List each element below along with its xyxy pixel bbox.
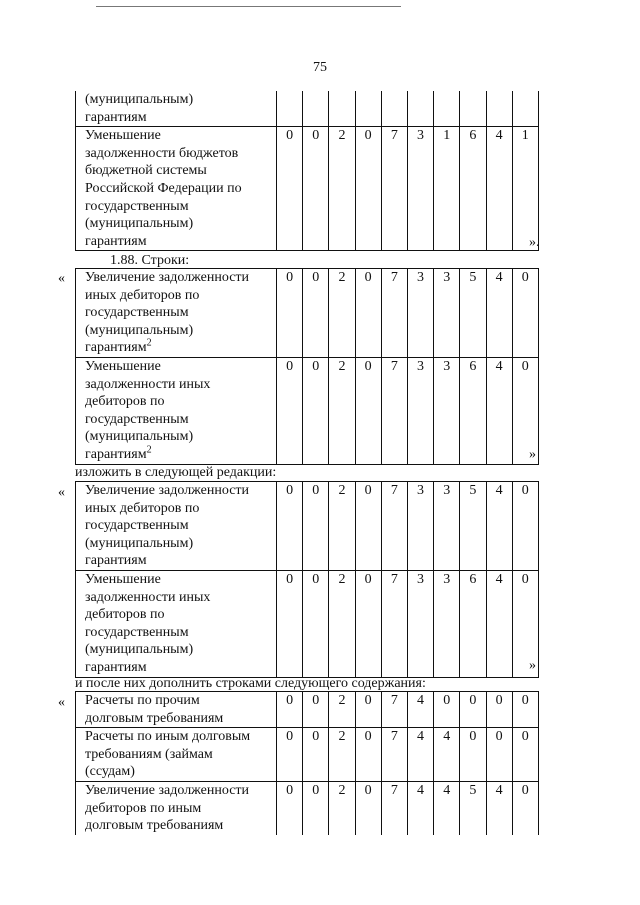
code-digit: 3	[407, 269, 433, 358]
row-label	[76, 570, 277, 677]
code-digit: 2	[329, 482, 355, 571]
code-digit: 0	[277, 357, 303, 464]
label-line: гарантиям	[85, 659, 147, 675]
code-digit: 6	[460, 127, 486, 251]
code-digit: 3	[434, 570, 460, 677]
code-digit: 0	[355, 728, 381, 782]
table-block-d	[75, 691, 539, 835]
label-line: (муниципальным)	[85, 322, 194, 338]
code-digit: 0	[512, 482, 538, 571]
code-digit: 4	[407, 781, 433, 834]
code-digit: 4	[486, 269, 512, 358]
label-line: государственным	[85, 305, 189, 321]
table-row	[76, 357, 539, 464]
code-digit: 5	[460, 482, 486, 571]
label-line: задолженности иных	[85, 376, 211, 392]
code-digit: 3	[434, 482, 460, 571]
label-line	[85, 339, 273, 357]
table-row	[76, 781, 539, 834]
table-row	[76, 269, 539, 358]
code-digit: 0	[355, 269, 381, 358]
label-line: государственным	[85, 518, 189, 534]
label-line: Уменьшение	[85, 358, 161, 374]
code-digit: 3	[407, 482, 433, 571]
code-digit: 7	[381, 357, 407, 464]
code-cell	[460, 91, 486, 127]
instruction-caption: изложить в следующей редакции:	[75, 465, 277, 480]
code-digit: 2	[329, 728, 355, 782]
code-digit: 0	[355, 570, 381, 677]
label-line: (муниципальным)	[85, 92, 194, 107]
label-line: задолженности бюджетов	[85, 145, 239, 161]
label-line: долговым требованиям	[85, 818, 224, 834]
label-line: иных дебиторов по	[85, 287, 200, 303]
label-line: требованиям (займам	[85, 746, 213, 762]
code-digit: 4	[486, 482, 512, 571]
label-line	[85, 446, 273, 464]
code-digit: 0	[355, 781, 381, 834]
code-digit: 0	[303, 127, 329, 251]
closing-quote-mark: »	[529, 658, 536, 673]
code-digit: 0	[434, 692, 460, 728]
table-row-intro	[76, 91, 539, 127]
code-digit: 0	[512, 269, 538, 358]
label-line: гарантиям	[85, 553, 147, 569]
code-digit: 0	[277, 482, 303, 571]
table-row	[76, 482, 539, 571]
code-cell	[277, 91, 303, 127]
label-line: Увеличение задолженности	[85, 483, 250, 498]
row-label	[76, 127, 277, 251]
code-digit: 4	[486, 781, 512, 834]
label-line: дебиторов по иным	[85, 800, 202, 816]
code-digit: 4	[486, 357, 512, 464]
label-line: государственным	[85, 411, 189, 427]
code-digit: 7	[381, 781, 407, 834]
code-digit: 0	[355, 692, 381, 728]
code-digit: 7	[381, 269, 407, 358]
code-digit: 2	[329, 357, 355, 464]
code-digit: 3	[407, 357, 433, 464]
label-line: задолженности иных	[85, 589, 211, 605]
code-cell	[407, 91, 433, 127]
code-digit: 2	[329, 781, 355, 834]
label-line-text: гарантиям	[85, 446, 147, 462]
code-digit: 0	[277, 781, 303, 834]
label-line: долговым требованиям	[85, 710, 224, 726]
code-digit: 2	[329, 570, 355, 677]
table-row	[76, 692, 539, 728]
code-digit: 0	[303, 781, 329, 834]
label-line: дебиторов по	[85, 607, 165, 623]
table-block-c	[75, 481, 539, 678]
code-cell	[381, 91, 407, 127]
row-label	[76, 781, 277, 834]
code-cell	[329, 91, 355, 127]
code-digit: 0	[355, 127, 381, 251]
code-cell	[355, 91, 381, 127]
row-label	[76, 728, 277, 782]
row-label	[76, 269, 277, 358]
label-line: Уменьшение	[85, 571, 161, 587]
code-digit: 0	[277, 570, 303, 677]
code-digit: 7	[381, 127, 407, 251]
code-digit: 3	[434, 357, 460, 464]
code-digit: 3	[407, 127, 433, 251]
label-line: (ссудам)	[85, 764, 135, 780]
code-digit: 0	[512, 781, 538, 834]
label-line: (муниципальным)	[85, 535, 194, 551]
label-line: (муниципальным)	[85, 216, 194, 232]
label-line: бюджетной системы	[85, 163, 207, 179]
table-block-b	[75, 268, 539, 465]
code-digit: 2	[329, 269, 355, 358]
code-digit: 3	[434, 269, 460, 358]
code-digit: 4	[407, 692, 433, 728]
code-digit: 0	[486, 692, 512, 728]
clause-caption: 1.88. Строки:	[110, 253, 190, 268]
label-line: Расчеты по прочим	[85, 693, 200, 708]
label-line: государственным	[85, 624, 189, 640]
code-digit: 0	[303, 728, 329, 782]
code-digit: 0	[355, 357, 381, 464]
code-digit: 0	[277, 127, 303, 251]
row-label	[76, 91, 277, 127]
code-digit: 5	[460, 269, 486, 358]
code-digit: 0	[512, 692, 538, 728]
code-digit: 0	[512, 570, 538, 677]
code-digit: 1	[434, 127, 460, 251]
closing-quote-mark: ».	[529, 235, 540, 250]
label-line: гарантиям	[85, 233, 147, 249]
opening-quote-mark: «	[58, 485, 65, 500]
code-digit: 7	[381, 692, 407, 728]
table-block-a	[75, 91, 539, 251]
instruction-caption: и после них дополнить строками следующего содержания:	[75, 676, 426, 691]
code-digit: 3	[407, 570, 433, 677]
label-line: (муниципальным)	[85, 429, 194, 445]
code-digit: 0	[303, 692, 329, 728]
code-digit: 0	[303, 482, 329, 571]
code-digit: 0	[303, 269, 329, 358]
table-row	[76, 127, 539, 251]
code-digit: 2	[329, 127, 355, 251]
code-digit: 7	[381, 482, 407, 571]
row-label	[76, 357, 277, 464]
code-digit: 0	[512, 357, 538, 464]
code-digit: 4	[407, 728, 433, 782]
closing-quote-mark: »	[529, 447, 536, 462]
code-cell	[303, 91, 329, 127]
code-digit: 7	[381, 570, 407, 677]
code-digit: 7	[381, 728, 407, 782]
table-row	[76, 728, 539, 782]
top-rule	[96, 6, 401, 7]
label-line: Расчеты по иным долговым	[85, 729, 251, 745]
label-line: Увеличение задолженности	[85, 270, 250, 285]
code-digit: 0	[303, 357, 329, 464]
label-line-text: гарантиям	[85, 340, 147, 356]
code-digit: 0	[303, 570, 329, 677]
code-digit: 4	[434, 728, 460, 782]
code-cell	[434, 91, 460, 127]
label-line: гарантиям	[85, 109, 147, 125]
code-digit: 0	[277, 269, 303, 358]
label-line: Увеличение задолженности	[85, 782, 250, 798]
opening-quote-mark: «	[58, 695, 65, 710]
page-number: 75	[313, 60, 327, 75]
code-digit: 4	[434, 781, 460, 834]
code-digit: 0	[277, 692, 303, 728]
code-digit: 0	[355, 482, 381, 571]
code-digit: 5	[460, 781, 486, 834]
opening-quote-mark: «	[58, 271, 65, 286]
code-cell	[512, 91, 538, 127]
label-line: Уменьшение	[85, 128, 161, 144]
label-line: государственным	[85, 198, 189, 214]
footnote-marker: 2	[146, 444, 152, 456]
code-digit: 0	[277, 728, 303, 782]
code-digit: 4	[486, 127, 512, 251]
code-digit: 4	[486, 570, 512, 677]
code-digit: 0	[486, 728, 512, 782]
label-line: (муниципальным)	[85, 642, 194, 658]
footnote-marker: 2	[146, 337, 152, 349]
code-digit: 2	[329, 692, 355, 728]
label-line: Российской Федерации по	[85, 180, 242, 196]
code-digit: 6	[460, 570, 486, 677]
code-cell	[486, 91, 512, 127]
row-label	[76, 482, 277, 571]
row-label	[76, 692, 277, 728]
code-digit: 1	[512, 127, 538, 251]
table-row	[76, 570, 539, 677]
label-line: иных дебиторов по	[85, 500, 200, 516]
code-digit: 6	[460, 357, 486, 464]
code-digit: 0	[512, 728, 538, 782]
code-digit: 0	[460, 692, 486, 728]
code-digit: 0	[460, 728, 486, 782]
label-line: дебиторов по	[85, 394, 165, 410]
